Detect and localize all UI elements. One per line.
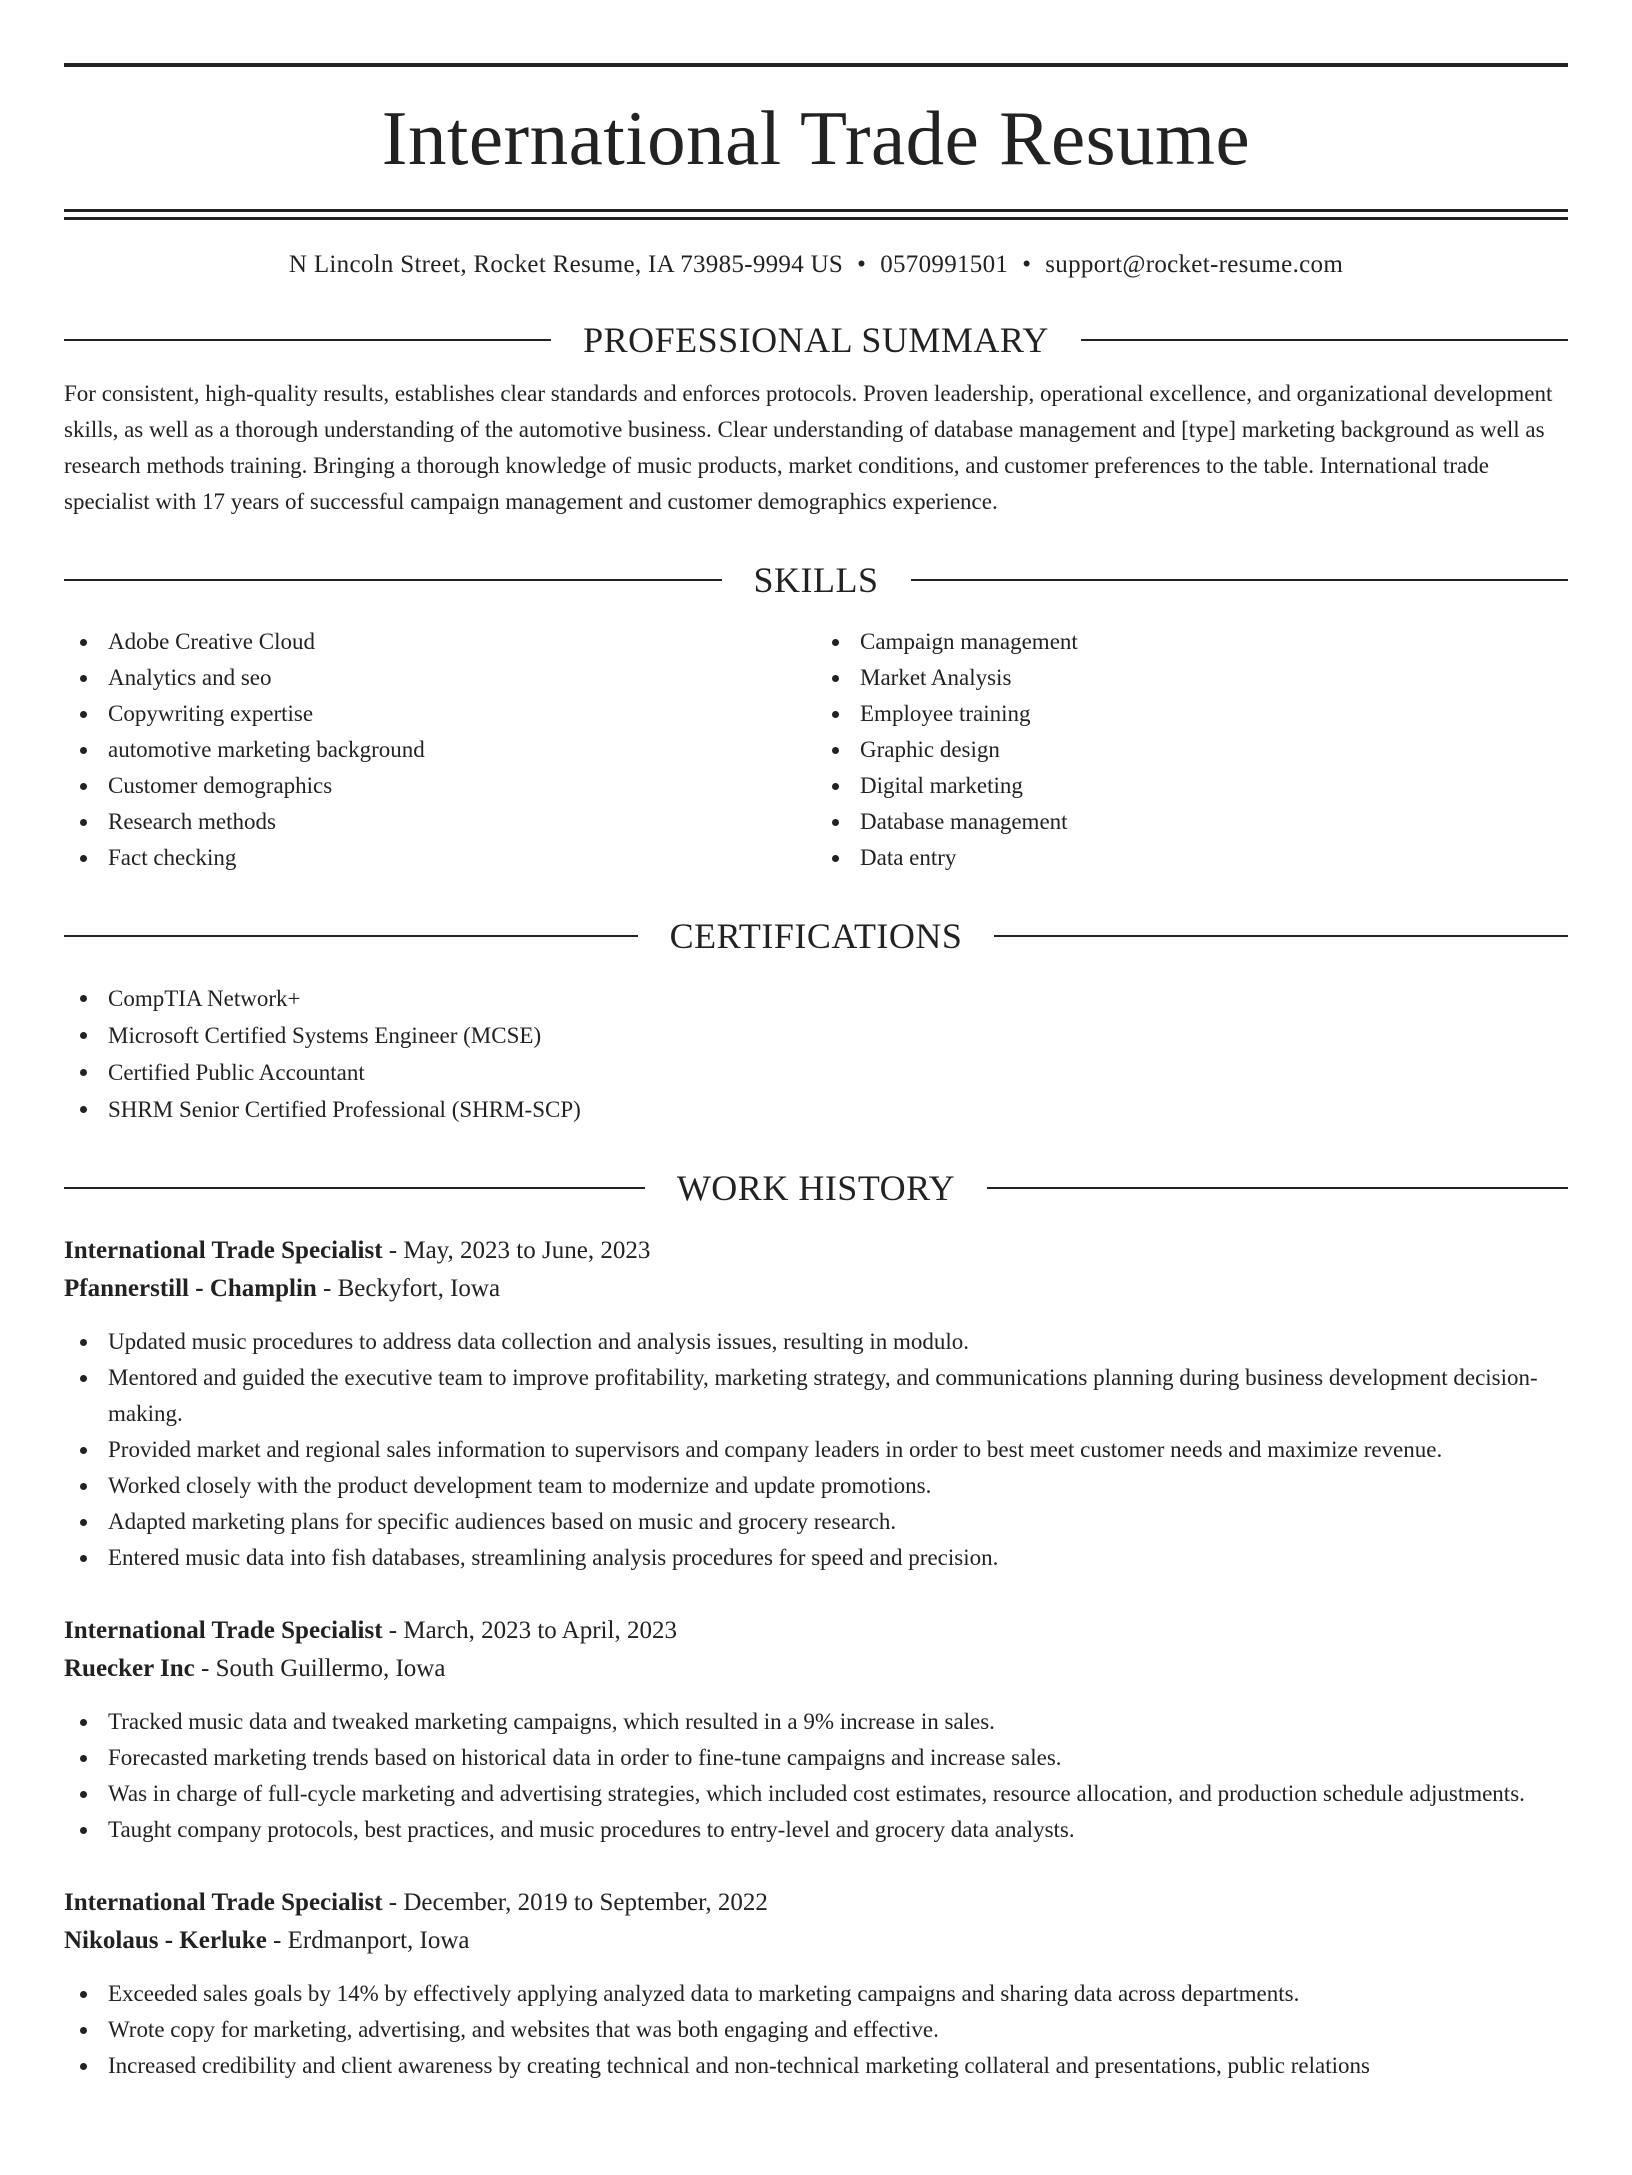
job-company-line (64, 1922, 1568, 1960)
job-title-line (64, 1612, 1568, 1650)
top-rule (64, 63, 1568, 67)
skill-item: Campaign management (816, 624, 1568, 660)
resume-page (0, 63, 1632, 2175)
job-title-line (64, 1884, 1568, 1922)
job-bullet: Adapted marketing plans for specific audiences based on music and grocery research. (64, 1504, 1568, 1540)
certifications-heading: CERTIFICATIONS (669, 916, 963, 956)
skill-item: Employee training (816, 696, 1568, 732)
skills-column-left (64, 624, 816, 876)
contact-address: N Lincoln Street, Rocket Resume, IA 73985-9994 US (288, 251, 844, 278)
contact-line (64, 250, 1568, 280)
certification-item: SHRM Senior Certified Professional (SHRM-SCP) (64, 1091, 1568, 1128)
section-rule-right (911, 579, 1569, 581)
job-dates: - December, 2019 to September, 2022 (382, 1889, 768, 1916)
job-bullets (64, 1704, 1568, 1848)
resume-title: International Trade Resume (381, 95, 1251, 181)
job-bullet: Tracked music data and tweaked marketing campaigns, which resulted in a 9% increase in sales. (64, 1704, 1568, 1740)
job-bullet: Exceeded sales goals by 14% by effectively applying analyzed data to marketing campaigns and sharing data across departments. (64, 1976, 1568, 2012)
skill-item: Research methods (64, 804, 816, 840)
job-company: Nikolaus - Kerluke (64, 1927, 267, 1954)
certification-item: Certified Public Accountant (64, 1054, 1568, 1091)
section-rule-left (64, 339, 551, 341)
job-dates: - May, 2023 to June, 2023 (382, 1237, 651, 1264)
section-rule-right (1081, 339, 1568, 341)
certifications-section-header (64, 914, 1568, 958)
job-bullet: Increased credibility and client awareness by creating technical and non-technical marketing collateral and presentations, public relations (64, 2048, 1568, 2084)
skill-item: Customer demographics (64, 768, 816, 804)
job-location: - Erdmanport, Iowa (266, 1927, 470, 1954)
job-bullet: Taught company protocols, best practices, and music procedures to entry-level and grocery data analysts. (64, 1812, 1568, 1848)
job-bullet: Worked closely with the product development team to modernize and update promotions. (64, 1468, 1568, 1504)
job-bullet: Mentored and guided the executive team to improve profitability, marketing strategy, and communications planning during business development decision-making. (64, 1360, 1568, 1432)
certification-item: CompTIA Network+ (64, 980, 1568, 1017)
job-bullet: Provided market and regional sales information to supervisors and company leaders in order to best meet customer needs and maximize revenue. (64, 1432, 1568, 1468)
section-rule-left (64, 935, 638, 937)
skills-heading: SKILLS (753, 560, 879, 600)
job-title: International Trade Specialist (64, 1617, 383, 1644)
contact-separator: • (857, 251, 867, 278)
job-entry (64, 1884, 1568, 2084)
job-bullets (64, 1324, 1568, 1576)
job-entry (64, 1612, 1568, 1848)
skills-list (64, 624, 1568, 876)
job-bullet: Was in charge of full-cycle marketing and advertising strategies, which included cost estimates, resource allocation, and production schedule adjustments. (64, 1776, 1568, 1812)
contact-separator: • (1022, 251, 1032, 278)
job-bullet: Entered music data into fish databases, streamlining analysis procedures for speed and precision. (64, 1540, 1568, 1576)
job-company: Ruecker Inc (64, 1655, 195, 1682)
skill-item: Market Analysis (816, 660, 1568, 696)
job-entry (64, 1232, 1568, 1576)
skills-column-right (816, 624, 1568, 876)
job-bullet: Wrote copy for marketing, advertising, and websites that was both engaging and effective. (64, 2012, 1568, 2048)
skill-item: Fact checking (64, 840, 816, 876)
certification-item: Microsoft Certified Systems Engineer (MCSE) (64, 1017, 1568, 1054)
skill-item: automotive marketing background (64, 732, 816, 768)
job-title: International Trade Specialist (64, 1237, 383, 1264)
job-bullet: Forecasted marketing trends based on historical data in order to fine-tune campaigns and increase sales. (64, 1740, 1568, 1776)
job-company-line (64, 1650, 1568, 1688)
skill-item: Database management (816, 804, 1568, 840)
skill-item: Digital marketing (816, 768, 1568, 804)
summary-heading: PROFESSIONAL SUMMARY (583, 320, 1049, 360)
skill-item: Data entry (816, 840, 1568, 876)
job-title-line (64, 1232, 1568, 1270)
work-history-section-header (64, 1166, 1568, 1210)
skills-section-header (64, 558, 1568, 602)
skill-item: Graphic design (816, 732, 1568, 768)
section-rule-right (987, 1187, 1568, 1189)
section-rule-left (64, 1187, 645, 1189)
summary-text: For consistent, high-quality results, establishes clear standards and enforces protocols. Proven leadership, operational excellence, and organizational development skills, as well as a thorough understanding of the automotive business. Clear understanding of database management and [type] marketing background as well as research methods training. Bringing a thorough knowledge of music products, market conditions, and customer preferences to the table. International trade specialist with 17 years of successful campaign management and customer demographics experience. (64, 381, 1553, 514)
job-company-line (64, 1270, 1568, 1308)
section-rule-left (64, 579, 722, 581)
job-company: Pfannerstill - Champlin (64, 1275, 317, 1302)
job-bullets (64, 1976, 1568, 2084)
skill-item: Copywriting expertise (64, 696, 816, 732)
summary-section-header (64, 318, 1568, 362)
contact-phone[interactable]: 0570991501 (880, 251, 1009, 278)
contact-email[interactable]: support@rocket-resume.com (1045, 251, 1344, 278)
section-rule-right (994, 935, 1568, 937)
job-dates: - March, 2023 to April, 2023 (382, 1617, 677, 1644)
job-bullet: Updated music procedures to address data collection and analysis issues, resulting in modulo. (64, 1324, 1568, 1360)
skill-item: Analytics and seo (64, 660, 816, 696)
certifications-list (64, 980, 1568, 1128)
skill-item: Adobe Creative Cloud (64, 624, 816, 660)
job-location: - South Guillermo, Iowa (194, 1655, 446, 1682)
title-double-rule (64, 209, 1568, 220)
job-title: International Trade Specialist (64, 1889, 383, 1916)
job-location: - Beckyfort, Iowa (316, 1275, 501, 1302)
work-history-heading: WORK HISTORY (676, 1168, 956, 1208)
